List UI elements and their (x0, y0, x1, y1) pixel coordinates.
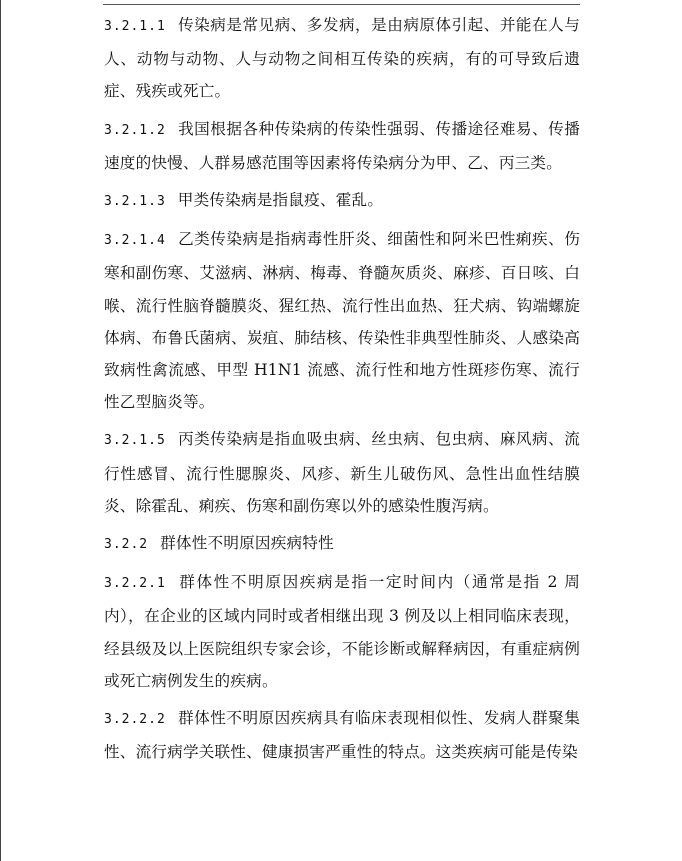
paragraph-3-2-1-3 (104, 184, 580, 218)
section-number: 3.2.2.2 (104, 712, 166, 728)
section-heading: 群体性不明原因疾病特性 (160, 534, 334, 553)
heading-3-2-2 (104, 527, 580, 561)
paragraph-3-2-1-4 (104, 223, 580, 418)
paragraph-text: 群体性不明原因疾病具有临床表现相似性、发病人群聚集性、流行病学关联性、健康损害严重性的特点。这类疾病可能是传染 (104, 709, 580, 762)
paragraph-3-2-1-5 (104, 423, 580, 522)
paragraph-text: 群体性不明原因疾病是指一定时间内（通常是指 2 周内），在企业的区域内同时或者相继出现 3 例及以上相同临床表现，经县级及以上医院组织专家会诊，不能诊断或解释病因，有重症病例或死亡病例发生的疾病。 (104, 573, 580, 690)
page-left-border (0, 0, 1, 861)
paragraph-3-2-1-1 (104, 9, 580, 108)
paragraph-text: 丙类传染病是指血吸虫病、丝虫病、包虫病、麻风病、流行性感冒、流行性腮腺炎、风疹、新生儿破伤风、急性出血性结膜炎、除霍乱、痢疾、伤寒和副伤寒以外的感染性腹泻病。 (104, 430, 580, 515)
section-number: 3.2.1.4 (104, 233, 166, 249)
paragraph-text: 传染病是常见病、多发病，是由病原体引起、并能在人与人、动物与动物、人与动物之间相互传染的疾病，有的可导致后遗症、残疾或死亡。 (104, 16, 580, 101)
section-number: 3.2.1.1 (104, 19, 166, 34)
top-rule (103, 4, 580, 5)
section-number: 3.2.2 (104, 537, 149, 553)
section-number: 3.2.1.5 (104, 433, 166, 449)
section-number: 3.2.1.3 (104, 194, 166, 210)
paragraph-text: 甲类传染病是指鼠疫、霍乱。 (177, 191, 384, 210)
section-number: 3.2.1.2 (104, 122, 166, 138)
paragraph-text: 乙类传染病是指病毒性肝炎、细菌性和阿米巴性痢疾、伤寒和副伤寒、艾滋病、淋病、梅毒、脊髓灰质炎、麻疹、百日咳、白喉、流行性脑脊髓膜炎、猩红热、流行性出血热、狂犬病、钩端螺旋体病、布鲁氏菌病、炭疽、肺结核、传染性非典型性肺炎、人感染高致病性禽流感、甲型 H1N1 流感、流行性和地方性斑疹伤寒、流行性乙型脑炎等。 (104, 230, 580, 412)
paragraph-3-2-2-2 (104, 702, 580, 768)
section-number: 3.2.2.1 (104, 576, 166, 592)
paragraph-3-2-1-2 (104, 113, 580, 179)
document-body (104, 9, 580, 773)
paragraph-3-2-2-1 (104, 566, 580, 697)
paragraph-text: 我国根据各种传染病的传染性强弱、传播途径难易、传播速度的快慢、人群易感范围等因素将传染病分为甲、乙、丙三类。 (104, 119, 580, 172)
